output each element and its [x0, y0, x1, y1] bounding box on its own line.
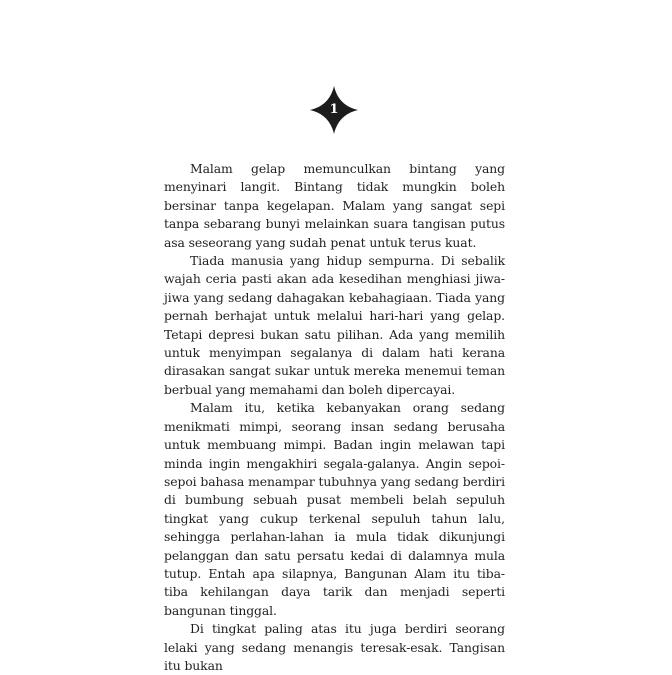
paragraph: Malam itu, ketika kebanyakan orang sedang menikmati mimpi, seorang insan sedang berusaha untuk membuang mimpi. Badan ingin melawan tapi minda ingin mengakhiri segala-galanya. Angin sepoi-sepoi bahasa menampar tubuhnya yang sedang berdiri di bumbung sebuah pusat membeli belah sepuluh tingkat yang cukup terkenal sepuluh tahun lalu, sehingga perlahan-lahan ia mula tidak dikunjungi pelanggan dan satu persatu kedai di dalamnya mula tutup. Entah apa silapnya, Bangunan Alam itu tiba-tiba kehilangan daya tarik dan menjadi seperti bangunan tinggal. [164, 400, 505, 618]
paragraph: Tiada manusia yang hidup sempurna. Di sebalik wajah ceria pasti akan ada kesedihan menghiasi jiwa-jiwa yang sedang dahagakan kebahagiaan. Tiada yang pernah berhajat untuk melalui hari-hari yang gelap. Tetapi depresi bukan satu pilihan. Ada yang memilih untuk menyimpan segalanya di dalam hati kerana dirasakan sangat sukar untuk mereka menemui teman berbual yang memahami dan boleh dipercayai. [164, 253, 505, 397]
chapter-ornament [310, 86, 358, 134]
chapter-number: 1 [329, 102, 339, 117]
paragraph: Di tingkat paling atas itu juga berdiri seorang lelaki yang sedang menangis teresak-esak. Tangisan itu bukan [164, 621, 505, 673]
body-text [164, 160, 505, 675]
paragraph: Malam gelap memunculkan bintang yang menyinari langit. Bintang tidak mungkin boleh bersinar tanpa kegelapan. Malam yang sangat sepi tanpa sebarang bunyi melainkan suara tangisan putus asa seseorang yang sudah penat untuk terus kuat. [164, 161, 505, 250]
